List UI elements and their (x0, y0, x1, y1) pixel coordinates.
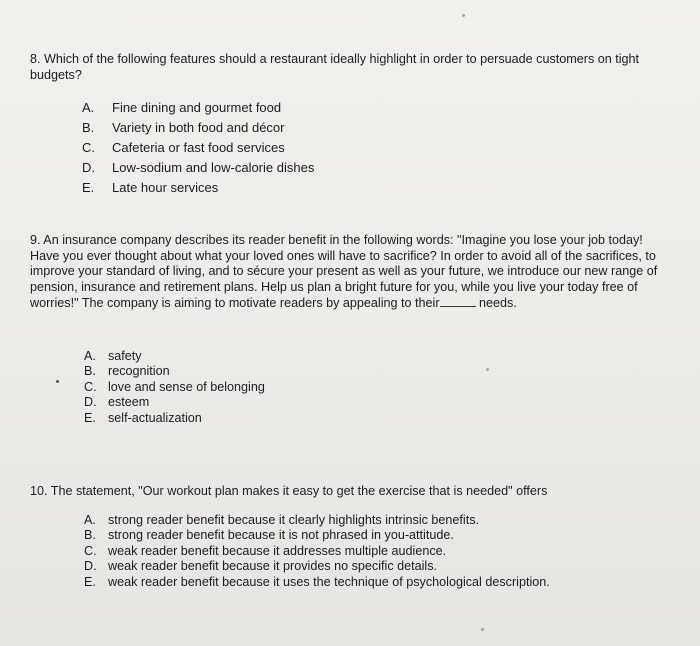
option-b[interactable] (84, 528, 670, 544)
option-letter: E. (84, 574, 96, 589)
paper-speck (481, 628, 484, 631)
answer-options (84, 513, 670, 591)
option-letter: C. (84, 543, 97, 558)
option-a[interactable] (84, 349, 670, 365)
stem-text-before-blank: 9. An insurance company describes its reader benefit in the following words: "Imagine you lose your job today! Have you ever thought about what your loved ones will have to sacrifice? In order to avoid all of the sacrifices, to improve your standard of living, and to sécure your present as well as your future, we introduce our new range of pension, insurance and retirement plans. Help us plan a bright future for you, while you live your today free of worries!" The company is aiming to motivate readers by appealing to their (30, 233, 658, 311)
answer-options (84, 349, 670, 427)
option-text: love and sense of belonging (108, 379, 265, 394)
option-letter: C. (82, 140, 95, 156)
question-8 (30, 52, 670, 198)
option-a[interactable] (84, 513, 670, 529)
option-text: Low-sodium and low-calorie dishes (112, 160, 315, 176)
option-d[interactable] (84, 395, 670, 411)
option-letter: D. (84, 395, 97, 410)
fill-in-blank (440, 295, 476, 307)
option-letter: D. (82, 160, 95, 176)
option-d[interactable] (84, 559, 670, 575)
question-9 (30, 233, 670, 426)
question-stem (30, 233, 670, 312)
option-text: self-actualization (108, 410, 202, 425)
option-e[interactable] (84, 575, 670, 591)
option-letter: C. (84, 379, 97, 394)
option-text: esteem (108, 395, 150, 410)
option-letter: E. (82, 180, 95, 196)
option-e[interactable] (82, 178, 670, 198)
option-letter: A. (84, 348, 96, 363)
option-text: Variety in both food and décor (112, 120, 285, 136)
option-letter: E. (84, 410, 96, 425)
option-text: strong reader benefit because it clearly highlights intrinsic benefits. (108, 512, 480, 527)
option-b[interactable] (84, 364, 670, 380)
question-10 (30, 484, 670, 590)
option-text: Fine dining and gourmet food (112, 100, 282, 116)
option-e[interactable] (84, 411, 670, 427)
stem-text-after-blank: needs. (475, 296, 517, 311)
option-d[interactable] (82, 158, 670, 178)
answer-options (82, 98, 670, 198)
option-letter: D. (84, 559, 97, 574)
question-stem: 8. Which of the following features should a restaurant ideally highlight in order to persuade customers on tight budgets? (30, 52, 640, 82)
option-text: Late hour services (112, 180, 219, 196)
option-letter: A. (82, 100, 95, 116)
option-c[interactable] (84, 380, 670, 396)
question-stem: 10. The statement, "Our workout plan makes it easy to get the exercise that is needed" offers (30, 484, 548, 498)
option-text: weak reader benefit because it addresses multiple audience. (108, 543, 447, 558)
paper-speck (462, 14, 465, 17)
option-text: weak reader benefit because it uses the technique of psychological description. (108, 574, 550, 589)
option-text: Cafeteria or fast food services (112, 140, 285, 156)
option-text: safety (108, 348, 142, 363)
option-text: weak reader benefit because it provides no specific details. (108, 559, 438, 574)
option-c[interactable] (84, 544, 670, 560)
option-letter: B. (84, 528, 96, 543)
option-b[interactable] (82, 118, 670, 138)
option-letter: A. (84, 512, 96, 527)
option-letter: B. (82, 120, 95, 136)
option-text: recognition (108, 364, 170, 379)
option-a[interactable] (82, 98, 670, 118)
option-text: strong reader benefit because it is not phrased in you-attitude. (108, 528, 454, 543)
option-c[interactable] (82, 138, 670, 158)
bullet-mark (56, 380, 59, 383)
paper-speck (486, 368, 489, 371)
option-letter: B. (84, 364, 96, 379)
